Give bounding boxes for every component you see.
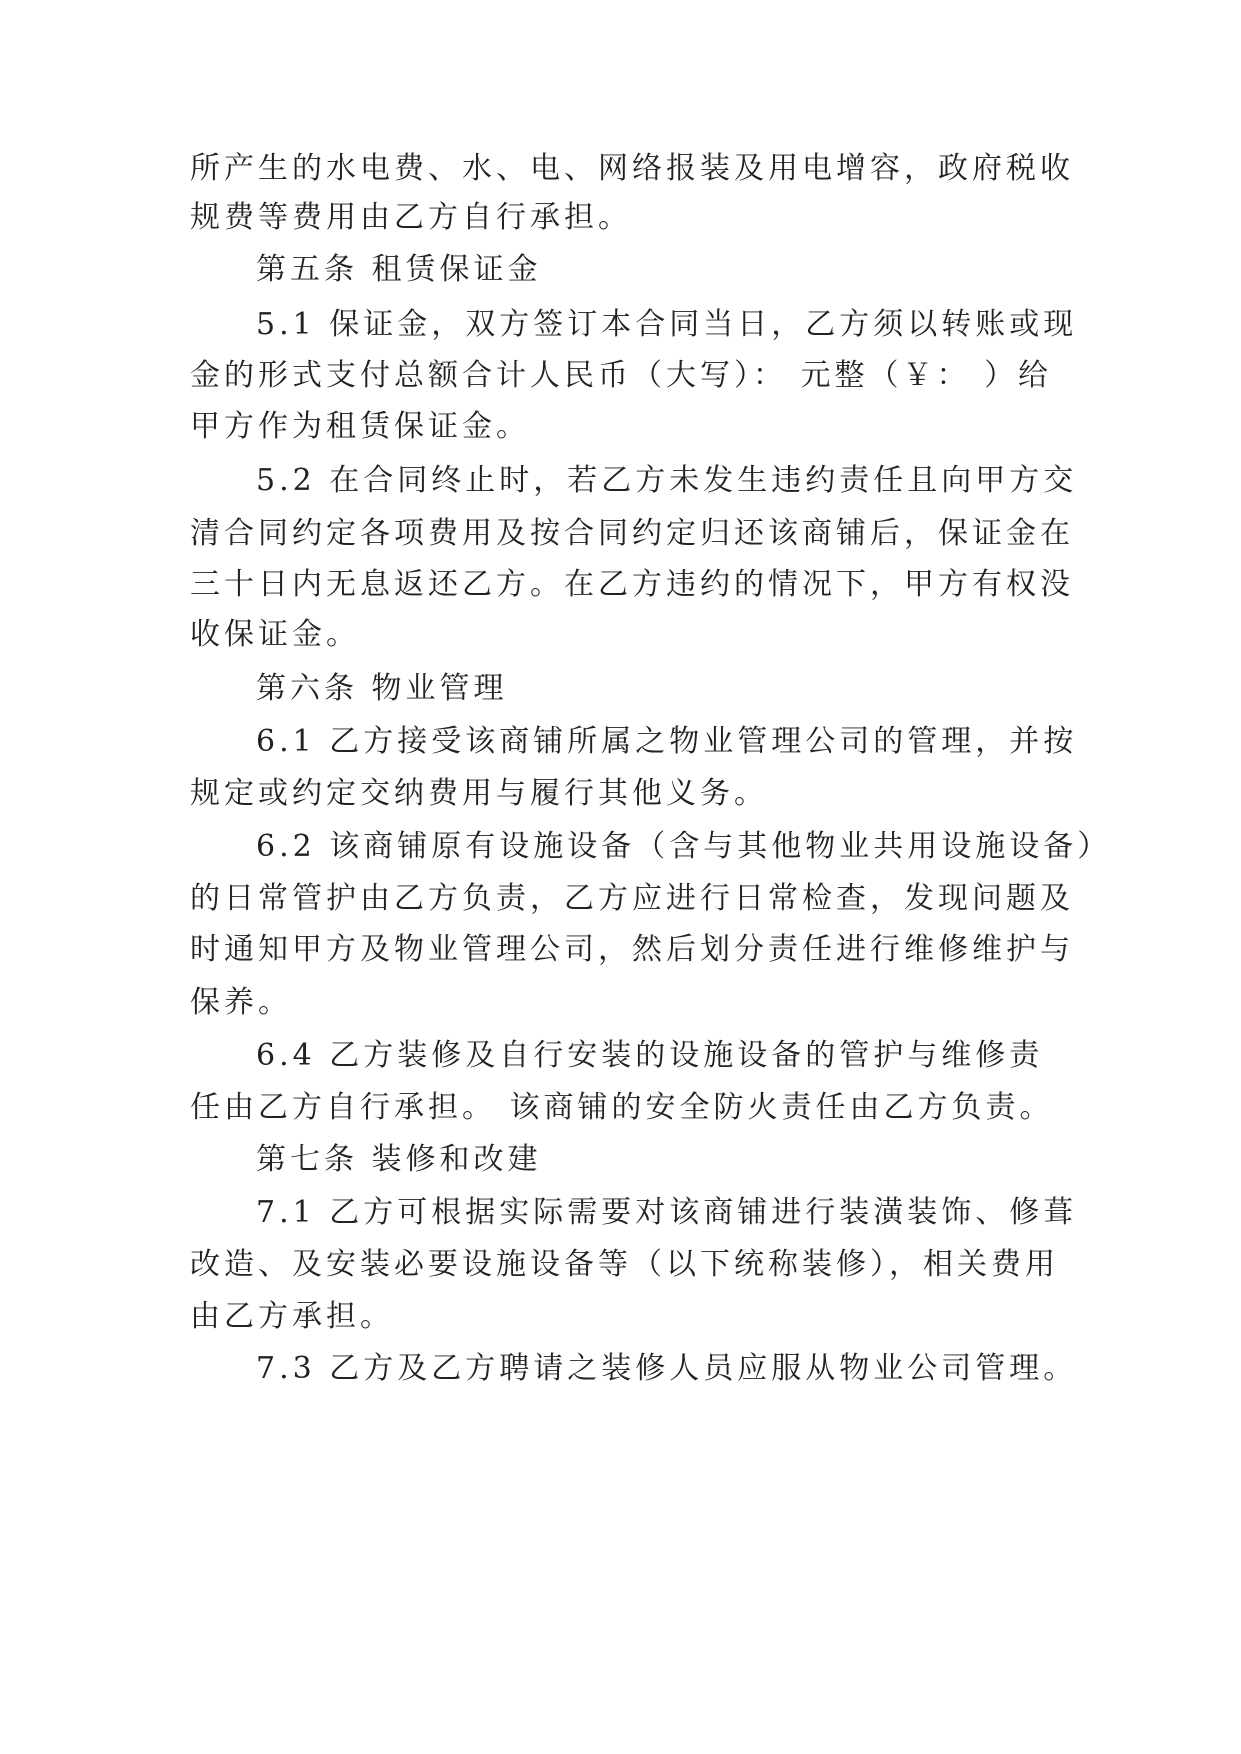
clause-5-1: 5.1 保证金，双方签订本合同当日，乙方须以转账或现 xyxy=(256,307,1078,342)
clause-6-2: 6.2 该商铺原有设施设备（含与其他物业共用设施设备） xyxy=(256,829,1112,864)
text-line: 甲方作为租赁保证金。 xyxy=(190,409,530,444)
section-heading-6: 第六条 物业管理 xyxy=(256,671,508,706)
section-heading-5: 第五条 租赁保证金 xyxy=(256,252,542,287)
text-line: 规费等费用由乙方自行承担。 xyxy=(190,200,632,235)
text-line: 所产生的水电费、水、电、网络报装及用电增容，政府税收 xyxy=(190,151,1074,186)
text-line: 由乙方承担。 xyxy=(190,1299,394,1334)
clause-5-2: 5.2 在合同终止时，若乙方未发生违约责任且向甲方交 xyxy=(256,463,1078,498)
text-line: 改造、及安装必要设施设备等（以下统称装修），相关费用 xyxy=(190,1247,1059,1282)
clause-6-1: 6.1 乙方接受该商铺所属之物业管理公司的管理，并按 xyxy=(256,724,1078,759)
text-line: 清合同约定各项费用及按合同约定归还该商铺后，保证金在 xyxy=(190,516,1074,551)
text-line: 规定或约定交纳费用与履行其他义务。 xyxy=(190,776,768,811)
section-heading-7: 第七条 装修和改建 xyxy=(256,1142,542,1177)
clause-7-3: 7.3 乙方及乙方聘请之装修人员应服从物业公司管理。 xyxy=(256,1351,1078,1386)
text-line: 任由乙方自行承担。 该商铺的安全防火责任由乙方负责。 xyxy=(190,1090,1054,1125)
text-line: 的日常管护由乙方负责，乙方应进行日常检查，发现问题及 xyxy=(190,881,1074,916)
text-line: 金的形式支付总额合计人民币（大写）： 元整（￥： ）给 xyxy=(190,358,1053,393)
text-line: 时通知甲方及物业管理公司，然后划分责任进行维修维护与 xyxy=(190,932,1074,967)
text-line: 保养。 xyxy=(190,985,292,1020)
clause-6-4: 6.4 乙方装修及自行安装的设施设备的管护与维修责 xyxy=(256,1038,1044,1073)
text-line: 收保证金。 xyxy=(190,617,360,652)
clause-7-1: 7.1 乙方可根据实际需要对该商铺进行装潢装饰、修葺 xyxy=(256,1195,1078,1230)
text-line: 三十日内无息返还乙方。在乙方违约的情况下，甲方有权没 xyxy=(190,567,1074,602)
